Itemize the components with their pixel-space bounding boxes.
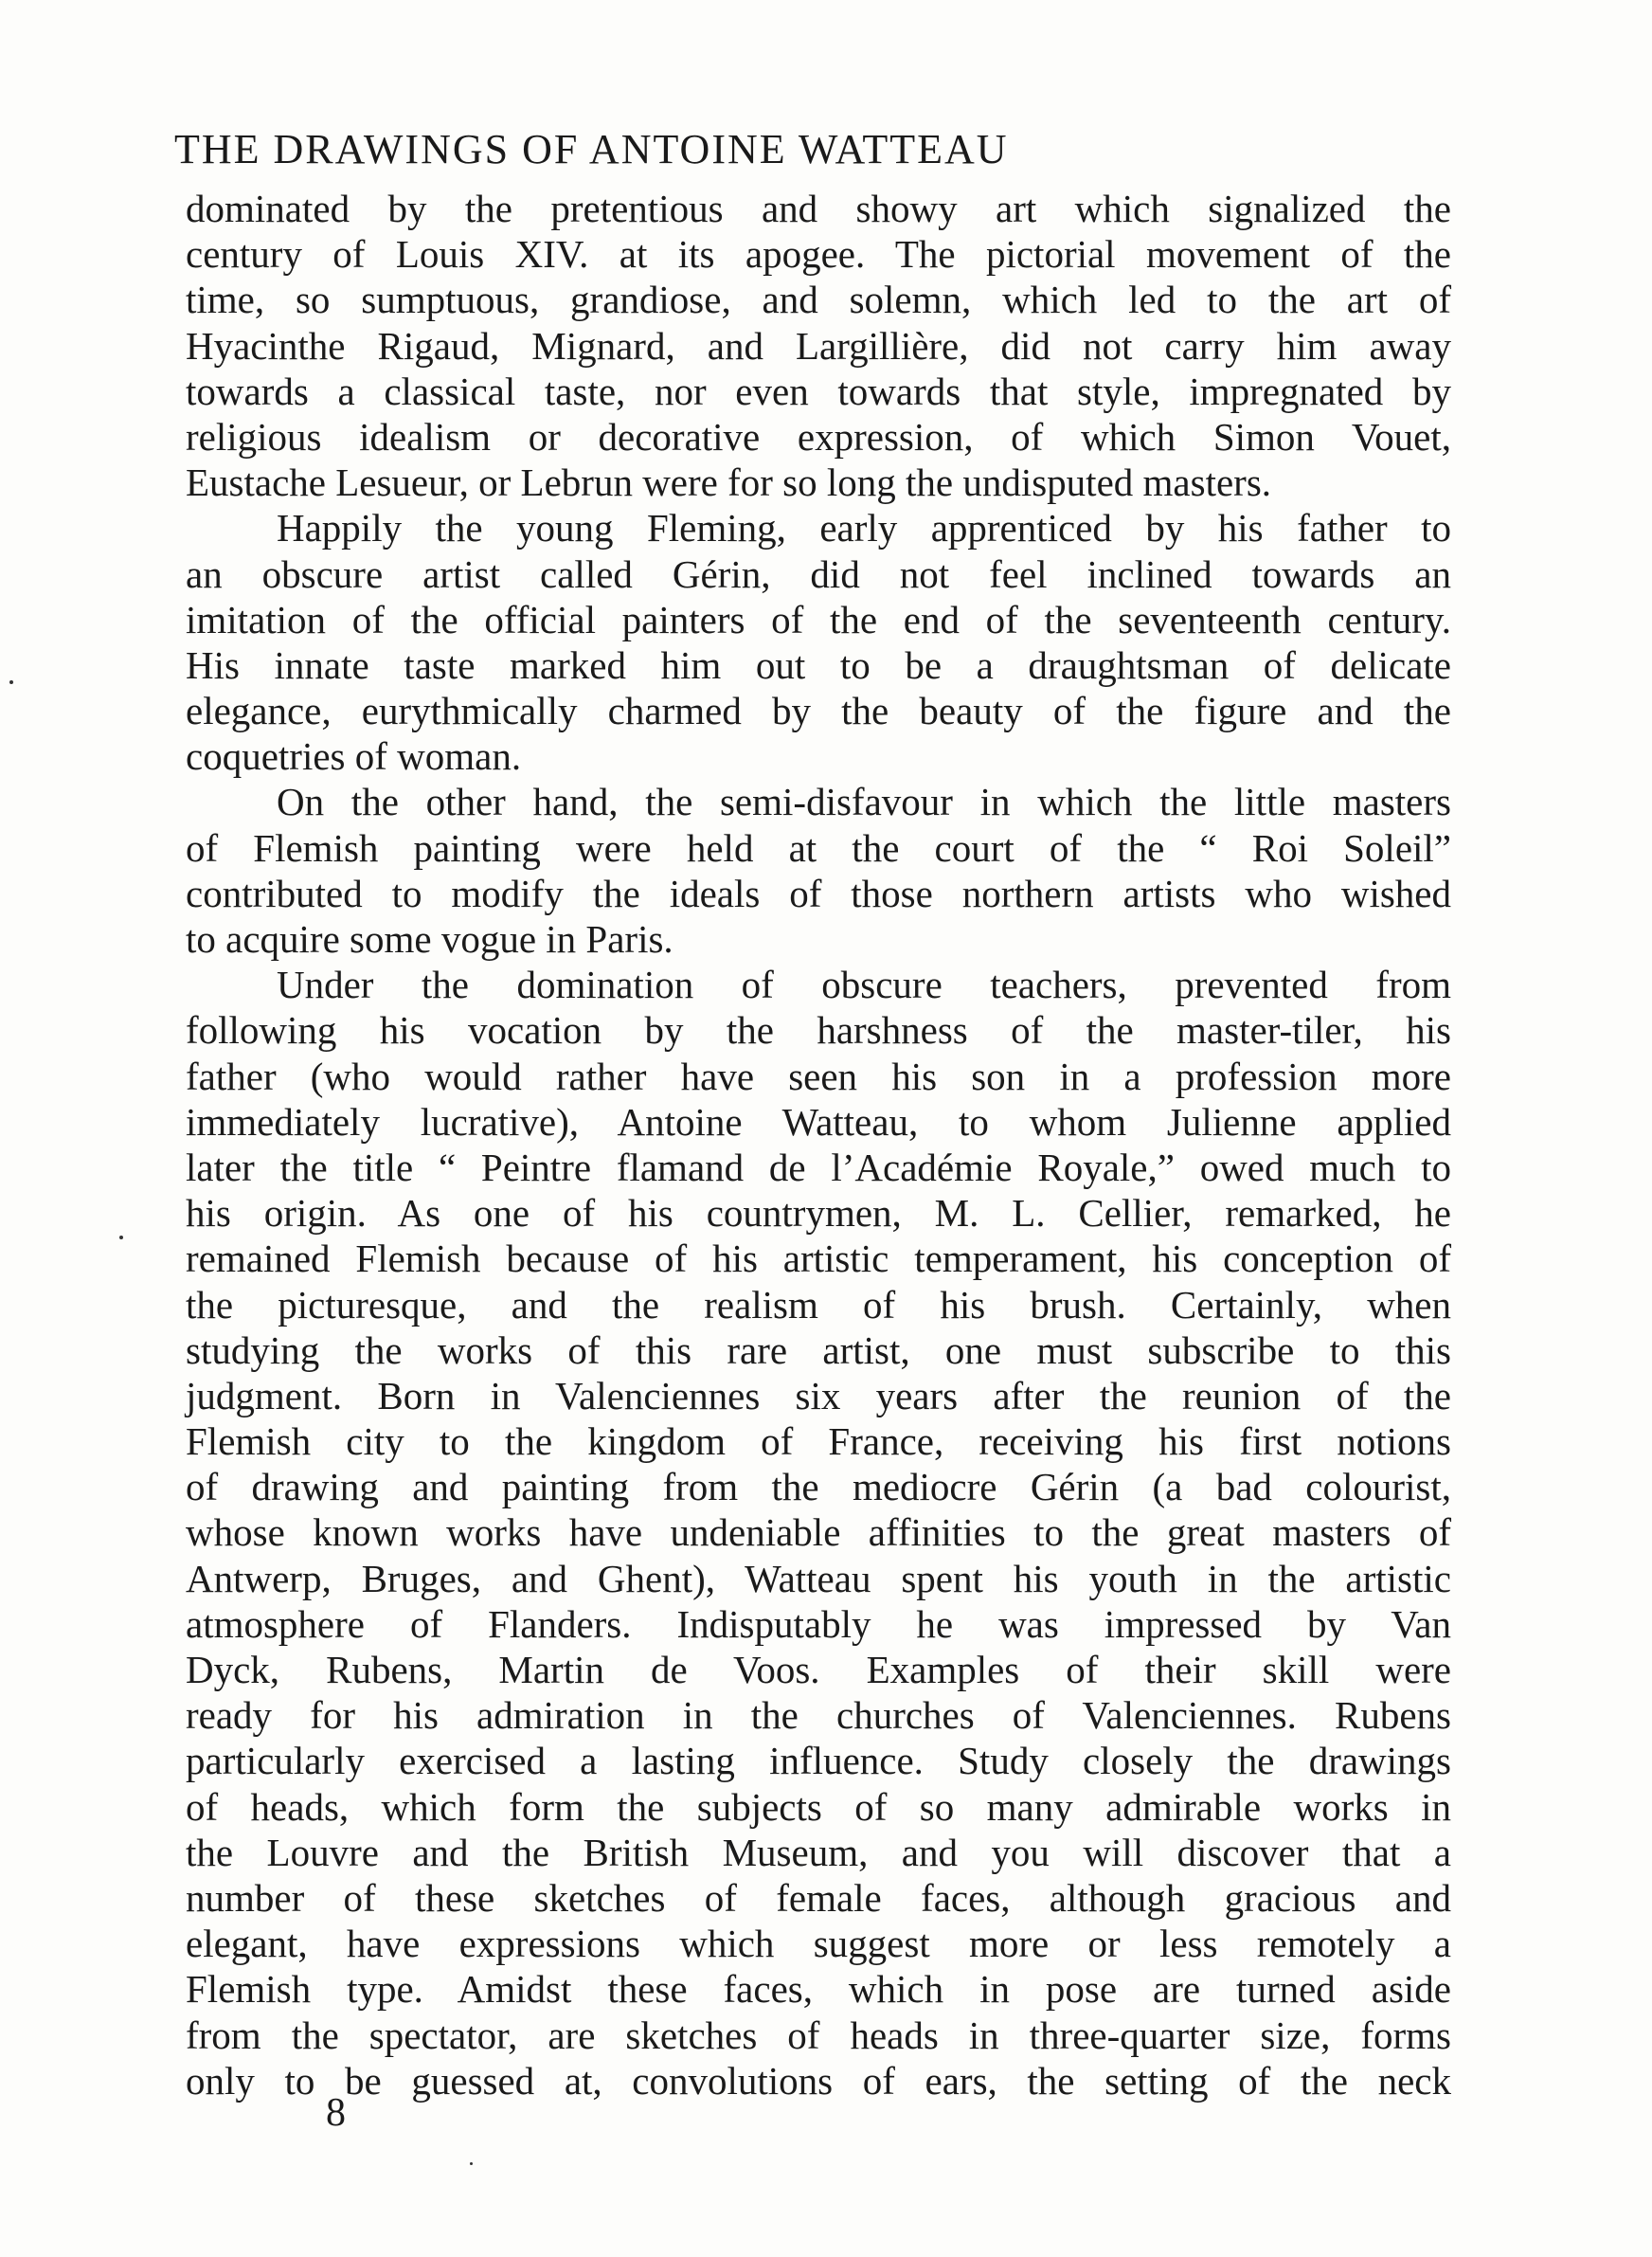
text-line: following his vocation by the harshness of the master-tiler, his xyxy=(186,1008,1451,1053)
text-line: coquetries of woman. xyxy=(186,734,522,779)
text-line: imitation of the official painters of the end of the seventeenth century. xyxy=(186,597,1451,641)
text-line: century of Louis XIV. at its apogee. The pictorial movement of the xyxy=(186,232,1451,277)
text-line: His innate taste marked him out to be a draughtsman of delicate xyxy=(186,642,1451,687)
text-line: of heads, which form the subjects of so many admirable works in xyxy=(186,1784,1451,1829)
scan-speck xyxy=(9,680,13,684)
text-line: ready for his admiration in the churches of Valenciennes. Rubens xyxy=(186,1693,1451,1738)
text-line: the picturesque, and the realism of his brush. Certainly, when xyxy=(186,1282,1451,1327)
text-line: religious idealism or decorative expression, of which Simon Vouet, xyxy=(186,414,1451,459)
text-line: number of these sketches of female faces, although gracious and xyxy=(186,1875,1451,1920)
text-line: later the title “ Peintre flamand de l’Académie Royale,” owed much to xyxy=(186,1145,1451,1189)
text-line: father (who would rather have seen his son in a profession more xyxy=(186,1054,1451,1098)
text-line: immediately lucrative), Antoine Watteau, to whom Julienne applied xyxy=(186,1099,1451,1144)
text-line: remained Flemish because of his artistic temperament, his conception of xyxy=(186,1237,1451,1281)
text-line: his origin. As one of his countrymen, M. L. Cellier, remarked, he xyxy=(186,1191,1451,1236)
text-line: particularly exercised a lasting influence. Study closely the drawings xyxy=(186,1739,1451,1783)
scan-speck xyxy=(470,2162,473,2165)
text-line: judgment. Born in Valenciennes six years after the reunion of the xyxy=(186,1373,1451,1417)
text-line: whose known works have undeniable affinities to the great masters of xyxy=(186,1510,1451,1555)
text-line: Hyacinthe Rigaud, Mignard, and Largillière, did not carry him away xyxy=(186,323,1451,368)
text-line: On the other hand, the semi-disfavour in which the little masters xyxy=(277,780,1451,824)
text-line: from the spectator, are sketches of heads in three-quarter size, forms xyxy=(186,2013,1451,2057)
running-head: THE DRAWINGS OF ANTOINE WATTEAU xyxy=(174,126,1009,172)
text-line: Eustache Lesueur, or Lebrun were for so long the undisputed masters. xyxy=(186,460,1272,505)
text-line: elegance, eurythmically charmed by the beauty of the figure and the xyxy=(186,689,1451,733)
text-line: an obscure artist called Gérin, did not feel inclined towards an xyxy=(186,551,1451,596)
text-line: time, so sumptuous, grandiose, and solemn, which led to the art of xyxy=(186,278,1451,322)
text-line: dominated by the pretentious and showy art which signalized the xyxy=(186,187,1451,230)
text-line: only to be guessed at, convolutions of ears, the setting of the neck xyxy=(186,2058,1451,2103)
text-line: Dyck, Rubens, Martin de Voos. Examples of their skill were xyxy=(186,1648,1451,1691)
body-text xyxy=(186,186,1451,2104)
page-number: 8 xyxy=(326,2091,346,2135)
text-line: to acquire some vogue in Paris. xyxy=(186,917,673,961)
text-line: of drawing and painting from the mediocre Gérin (a bad colourist, xyxy=(186,1465,1451,1509)
scan-speck xyxy=(119,1236,123,1239)
text-line: the Louvre and the British Museum, and you will discover that a xyxy=(186,1830,1451,1874)
text-line: studying the works of this rare artist, one must subscribe to this xyxy=(186,1327,1451,1372)
text-line: Under the domination of obscure teachers, prevented from xyxy=(277,963,1451,1007)
text-line: contributed to modify the ideals of those northern artists who wished xyxy=(186,871,1451,915)
text-line: elegant, have expressions which suggest more or less remotely a xyxy=(186,1922,1451,1966)
text-line: towards a classical taste, nor even towards that style, impregnated by xyxy=(186,369,1451,413)
text-line: of Flemish painting were held at the court of the “ Roi Soleil” xyxy=(186,825,1451,870)
text-line: Antwerp, Bruges, and Ghent), Watteau spent his youth in the artistic xyxy=(186,1556,1451,1600)
text-line: Flemish type. Amidst these faces, which in pose are turned aside xyxy=(186,1967,1451,2012)
text-line: Flemish city to the kingdom of France, receiving his first notions xyxy=(186,1419,1451,1464)
text-line: atmosphere of Flanders. Indisputably he was impressed by Van xyxy=(186,1601,1451,1646)
text-line: Happily the young Fleming, early apprenticed by his father to xyxy=(277,506,1451,551)
